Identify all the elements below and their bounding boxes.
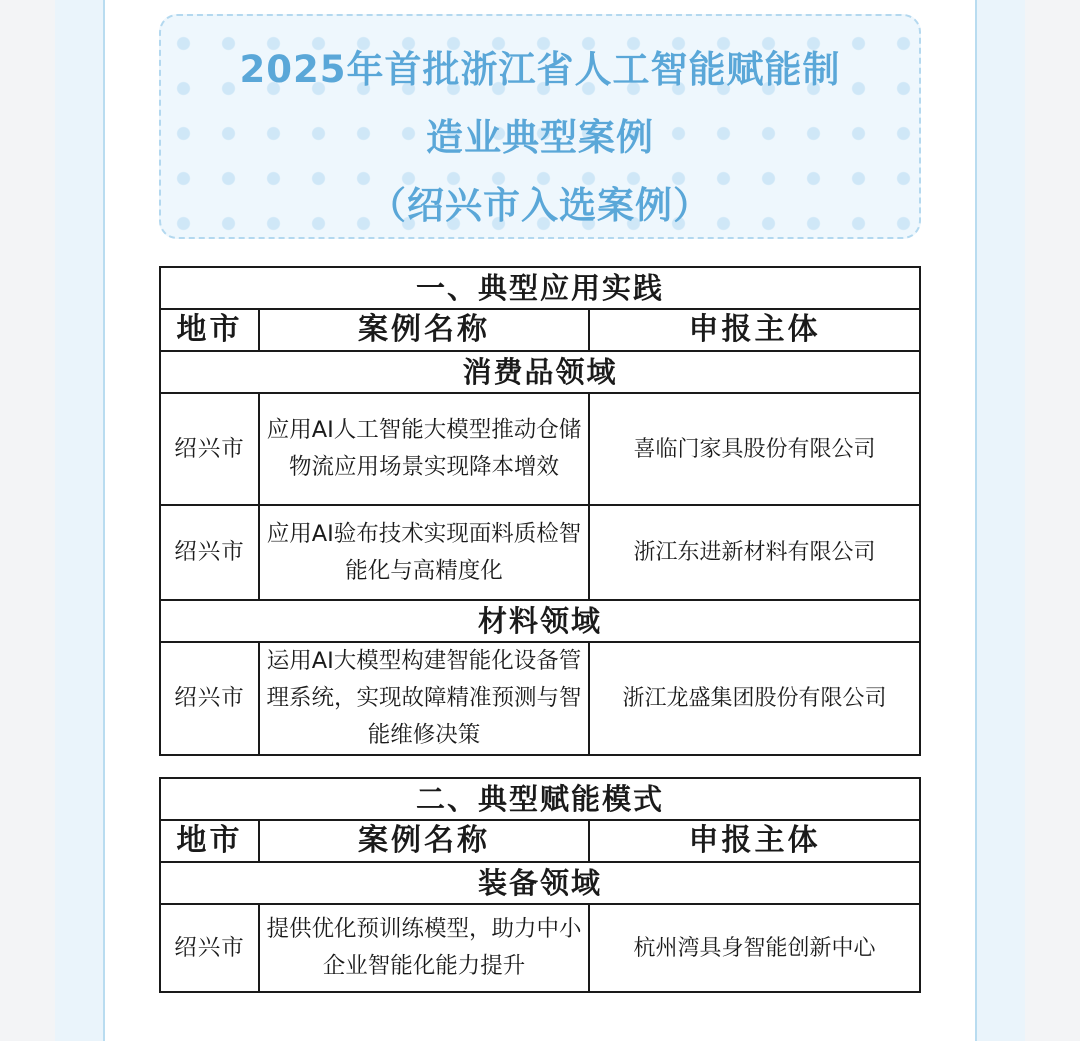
- cell-applicant: 浙江东进新材料有限公司: [589, 505, 920, 600]
- right-margin: [1025, 0, 1080, 1041]
- cell-case-name: 应用AI人工智能大模型推动仓储物流应用场景实现降本增效: [259, 393, 589, 505]
- table-row: [160, 505, 920, 600]
- cell-case-name: 应用AI验布技术实现面料质检智能化与高精度化: [259, 505, 589, 600]
- cell-city: 绍兴市: [160, 393, 259, 505]
- title-line-1: 2025年首批浙江省人工智能赋能制: [239, 48, 841, 91]
- header-city: 地市: [160, 820, 259, 862]
- table-row: [160, 904, 920, 992]
- header-case-name: 案例名称: [259, 309, 589, 351]
- cell-city: 绍兴市: [160, 505, 259, 600]
- cell-case-name: 提供优化预训练模型，助力中小企业智能化能力提升: [259, 904, 589, 992]
- cell-applicant: 浙江龙盛集团股份有限公司: [589, 642, 920, 755]
- title-banner: [159, 14, 921, 239]
- table-row: [160, 642, 920, 755]
- domain-row: [160, 862, 920, 904]
- section-title: 一、典型应用实践: [160, 267, 920, 309]
- frame-border-right: [975, 0, 977, 1041]
- domain-label-materials: 材料领域: [160, 600, 920, 642]
- header-applicant: 申报主体: [589, 309, 920, 351]
- header-city: 地市: [160, 309, 259, 351]
- cell-applicant: 喜临门家具股份有限公司: [589, 393, 920, 505]
- cell-applicant: 杭州湾具身智能创新中心: [589, 904, 920, 992]
- title-line-3: （绍兴市入选案例）: [369, 184, 711, 227]
- domain-row: [160, 351, 920, 393]
- header-row: [160, 309, 920, 351]
- page-title: [161, 36, 919, 240]
- cases-table-empowerment-model: [159, 777, 921, 993]
- table-row: [160, 393, 920, 505]
- section-title-row: [160, 778, 920, 820]
- header-case-name: 案例名称: [259, 820, 589, 862]
- header-row: [160, 820, 920, 862]
- section-title: 二、典型赋能模式: [160, 778, 920, 820]
- title-line-2: 造业典型案例: [426, 116, 654, 159]
- domain-row: [160, 600, 920, 642]
- cell-city: 绍兴市: [160, 904, 259, 992]
- left-margin: [0, 0, 55, 1041]
- section-title-row: [160, 267, 920, 309]
- cases-table-application-practice: [159, 266, 921, 756]
- domain-label-consumer-goods: 消费品领域: [160, 351, 920, 393]
- cell-case-name: 运用AI大模型构建智能化设备管理系统，实现故障精准预测与智能维修决策: [259, 642, 589, 755]
- cell-city: 绍兴市: [160, 642, 259, 755]
- header-applicant: 申报主体: [589, 820, 920, 862]
- domain-label-equipment: 装备领域: [160, 862, 920, 904]
